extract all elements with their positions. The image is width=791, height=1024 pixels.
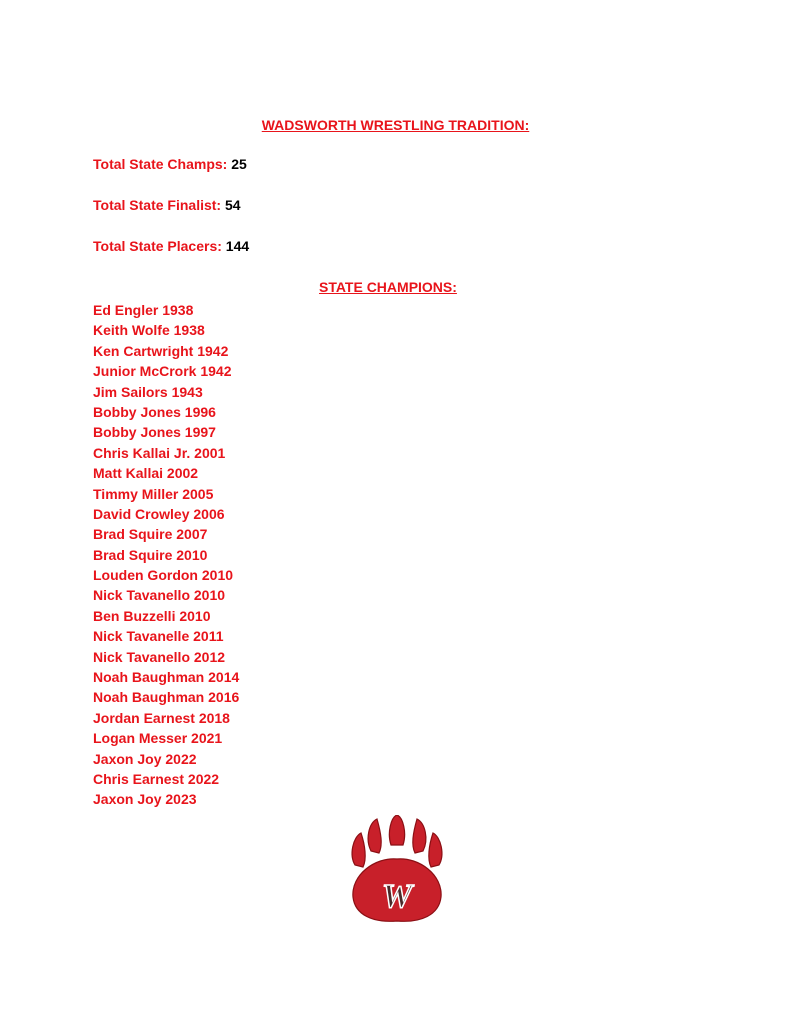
champion-entry: Ben Buzzelli 2010: [93, 607, 211, 624]
champion-entry: Ed Engler 1938: [93, 302, 194, 318]
champion-entry: Chris Earnest 2022: [93, 770, 220, 787]
champion-entry: Keith Wolfe 1938: [93, 322, 205, 339]
champion-entry: Jaxon Joy 2023: [93, 791, 197, 808]
champion-entry: Nick Tavanelle 2011: [93, 628, 224, 645]
champions-heading: STATE CHAMPIONS:: [319, 279, 457, 295]
champions-list: [93, 300, 239, 810]
champion-entry: Nick Tavanello 2012: [93, 648, 226, 665]
champion-entry: Noah Baughman 2014: [93, 669, 240, 686]
champion-entry: Jim Sailors 1943: [93, 383, 203, 400]
bear-paw-icon: [347, 815, 447, 925]
stat-value: 25: [231, 156, 247, 172]
stat-total-state-finalist: [93, 197, 241, 213]
champion-entry: Louden Gordon 2010: [93, 567, 234, 584]
stat-value: 54: [224, 197, 241, 213]
champion-entry: Nick Tavanello 2010: [93, 587, 226, 604]
champion-entry: Bobby Jones 1997: [93, 424, 216, 441]
stat-total-state-champs: [93, 156, 247, 172]
champion-entry: Brad Squire 2007: [93, 526, 208, 543]
stat-label: Total State Finalist:: [93, 197, 222, 213]
champion-entry: Matt Kallai 2002: [93, 465, 199, 482]
page-title: WADSWORTH WRESTLING TRADITION:: [261, 117, 530, 133]
stat-label: Total State Champs:: [93, 156, 228, 172]
logo-letter: W: [381, 878, 413, 915]
champion-entry: Chris Kallai Jr. 2001: [93, 444, 226, 461]
stat-total-state-placers: [93, 238, 249, 254]
champion-entry: Logan Messer 2021: [93, 730, 223, 747]
stat-label: Total State Placers:: [93, 238, 222, 254]
champion-entry: Jaxon Joy 2022: [93, 750, 197, 767]
champion-entry: Noah Baughman 2016: [93, 689, 240, 706]
champion-entry: Timmy Miller 2005: [93, 485, 214, 502]
champion-entry: Bobby Jones 1996: [93, 403, 216, 420]
champion-entry: Jordan Earnest 2018: [93, 709, 230, 726]
champion-entry: Brad Squire 2010: [93, 546, 208, 563]
champion-entry: Junior McCrork 1942: [93, 363, 232, 380]
champion-entry: David Crowley 2006: [93, 505, 225, 522]
stat-value: 144: [225, 238, 250, 254]
champion-entry: Ken Cartwright 1942: [93, 342, 229, 359]
